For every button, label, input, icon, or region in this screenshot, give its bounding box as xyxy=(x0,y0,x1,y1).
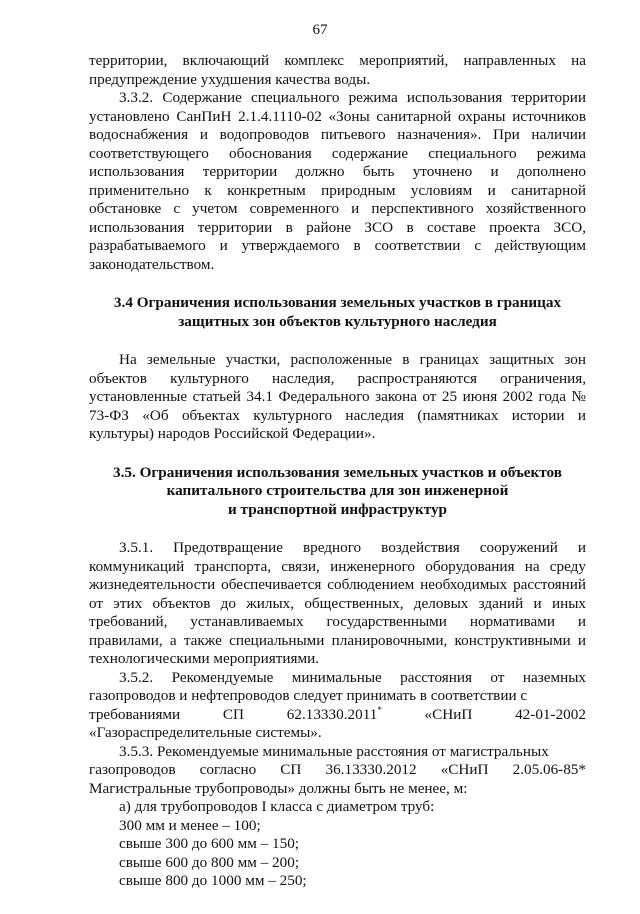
list-item: 300 мм и менее – 100; xyxy=(119,816,261,834)
heading-line: 3.5. Ограничения использования земельных участков и объектов xyxy=(113,463,562,481)
paragraph-3-3-2: 3.3.2. Содержание специального режима использования территории установлено СанПиН 2.1.4.1110-02 «Зоны санитарной охраны источников водоснабжения и водопроводов питьевого назначения». При наличии соответствующего обоснования содержание специального режима использования территории должно быть уточнено и дополнено применительно к конкретным природным условиям и санитарной обстановке с учетом современного и перспективного хозяйственного использования территории в районе ЗСО в составе проекта ЗСО, разрабатываемого и утверждаемого в соответствии с действующим законодательством. xyxy=(89,89,586,273)
code-reference: 2.05.06-85* xyxy=(512,761,586,778)
code-reference: 36.13330.2012 xyxy=(325,761,417,778)
list-item: свыше 800 до 1000 мм – 250; xyxy=(119,872,307,889)
paragraph-3-5-3-start: 3.5.3. Рекомендуемые минимальные расстояния от магистральных xyxy=(119,742,549,760)
section-heading-3-5 xyxy=(89,464,586,520)
paragraph-3-5-2-end: «Газораспределительные системы». xyxy=(89,724,322,741)
paragraph-continuation: территории, включающий комплекс мероприятий, направленных на предупреждение ухудшения качества воды. xyxy=(89,52,586,88)
section-heading-3-4 xyxy=(89,294,586,331)
paragraph-3-5-2-start: 3.5.2. Рекомендуемые минимальные расстояния от наземных газопроводов и нефтепроводов следует принимать в соответствии с xyxy=(89,668,586,704)
code-reference: 62.13330.2011* xyxy=(286,704,382,723)
list-intro: а) для трубопроводов I класса с диаметром труб: xyxy=(119,798,435,815)
heading-line: 3.4 Ограничения использования земельных участков в границах xyxy=(113,294,562,311)
word: согласно xyxy=(199,761,257,778)
code-reference: 42-01-2002 xyxy=(515,705,586,723)
word: «СНиП xyxy=(424,705,473,723)
list-item: свыше 600 до 800 мм – 200; xyxy=(119,853,300,871)
list-item: свыше 300 до 600 мм – 150; xyxy=(119,835,300,852)
word: «СНиП xyxy=(440,761,489,778)
page-number: 67 xyxy=(312,22,328,38)
paragraph-3-5-1: 3.5.1. Предотвращение вредного воздействия сооружений и коммуникаций транспорта, связи, инженерного оборудования на среду жизнедеятельности обеспечивается соблюдением необходимых расстояний от этих объектов до жилых, общественных, деловых зданий и иных требований, устанавливаемых государственными нормативами и правилами, а также специальными планировочными, конструктивными и технологическими мероприятиями. xyxy=(89,539,586,667)
paragraph-3-5-3-line xyxy=(89,761,586,780)
word: требованиями xyxy=(89,705,181,723)
heading-line: и транспортной инфраструктур xyxy=(228,500,447,518)
word: СП xyxy=(280,761,302,778)
paragraph-3-5-3-end: Магистральные трубопроводы» должны быть не менее, м: xyxy=(89,779,468,797)
paragraph-3-5-2-line xyxy=(89,706,586,725)
word: газопроводов xyxy=(89,761,176,778)
page-content xyxy=(89,52,586,891)
heading-line: капитального строительства для зон инженерной xyxy=(166,482,509,499)
paragraph-3-4: На земельные участки, расположенные в границах защитных зон объектов культурного наследия, распространяются ограничения, установленные статьей 34.1 Федерального закона от 25 июня 2002 года № 73-ФЗ «Об объектах культурного наследия (памятниках истории и культуры) народов Российской Федерации». xyxy=(89,351,586,442)
word: СП xyxy=(222,705,245,723)
asterisk-mark: * xyxy=(377,704,382,715)
heading-line: защитных зон объектов культурного наследия xyxy=(178,312,497,330)
